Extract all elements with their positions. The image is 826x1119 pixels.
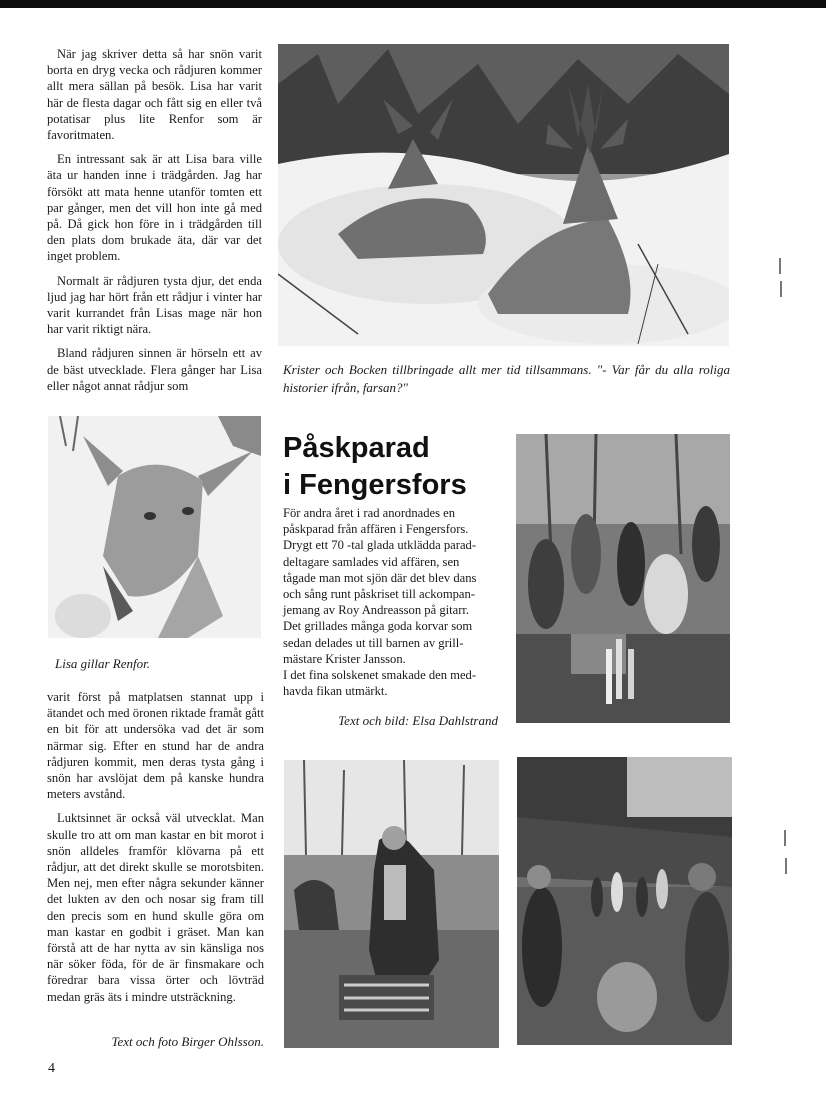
top-edge-bar	[0, 0, 826, 8]
article-line: I det fina solskenet smakade den med-	[283, 668, 477, 683]
paragraph: Normalt är rådjuren tysta djur, det enda ljud jag har hört från ett rådjur i vinter har varit kurrandet från Lisas mage när hon har varit riktigt nära.	[47, 273, 262, 337]
article-headline	[283, 430, 513, 504]
paragraph: När jag skriver detta så har snön varit borta en dryg vecka och rådjuren kommer allt mera sällan på besök. Lisa har varit här de flesta dagar och fått sig en eller två potatisar plus lite Renfor som är favoritmaten.	[47, 47, 262, 143]
paragraph: En intressant sak är att Lisa bara ville äta ur handen inne i trädgården. Jag har försökt att mata henne utanför tomten ett par gånger, men det vill hon inte gå med på. Då gick hon före in i trädgården till den plats dom brukade äta, där var det inget problem.	[47, 152, 262, 264]
edge-mark	[779, 258, 781, 274]
page-number: 4	[48, 1061, 55, 1076]
article-line: påskparad från affären i Fengersfors.	[283, 522, 469, 537]
article-line: Drygt ett 70 -tal glada utklädda parad-	[283, 538, 477, 553]
article-line: jemang av Roy Andreasson på gitarr.	[283, 603, 470, 618]
article-line: tågade man mot sjön där det blev dans	[283, 570, 477, 585]
article-body	[283, 505, 498, 699]
headline-line: Påskparad	[283, 432, 430, 464]
parade-picnic-photo	[516, 434, 730, 723]
deer-in-snow-photo	[278, 44, 729, 346]
article-line: sedan delades ut till barnen av grill-	[283, 635, 464, 650]
paragraph: Bland rådjuren sinnen är hörseln ett av de bäst utvecklade. Flera gånger har Lisa eller något annat rådjur som	[47, 346, 262, 393]
article-line: För andra året i rad anordnades en	[283, 506, 456, 520]
paragraph: Luktsinnet är också väl utvecklat. Man skulle tro att om man kastar en bit morot i snön alldeles framför klövarna på ett rådjur, att det direkt skulle se morotsbiten. Men nej, men efter några sekunder känner det lukten av den och nosar sig fram till den precis som en hund skulle göra om man kastar en godbit i gräset. Man kan förstå att de har nytta av sin känsliga nos när söker föda, för de är finsmakare och föredrar bara vissa örter och lövträd medan gräs äts i mindre utsträckning.	[47, 811, 264, 1004]
article-line: havda fikan utmärkt.	[283, 684, 388, 699]
grilling-photo	[284, 760, 499, 1048]
article-line: Det grillades många goda korvar som	[283, 619, 473, 634]
left-column-bottom-text	[47, 689, 264, 1013]
edge-mark	[780, 281, 782, 297]
deer-photo-caption: Krister och Bocken tillbringade allt mer tid tillsammans. "- Var får du alla roliga historier ifrån, farsan?"	[283, 362, 730, 395]
article-line: deltagare samlades vid affären, sen	[283, 554, 460, 569]
article-credit: Text och bild: Elsa Dahlstrand	[338, 713, 498, 728]
edge-mark	[785, 858, 787, 874]
lisa-deer-photo	[48, 416, 261, 638]
left-column-top-text	[47, 46, 262, 402]
article-line: mästare Krister Jansson.	[283, 651, 406, 666]
lisa-caption: Lisa gillar Renfor.	[55, 656, 150, 671]
left-credit: Text och foto Birger Ohlsson.	[111, 1034, 264, 1049]
edge-mark	[784, 830, 786, 846]
headline-line: i Fengersfors	[283, 469, 467, 501]
article-line: och sång runt påskriset till ackompan-	[283, 587, 476, 602]
dancing-photo	[517, 757, 732, 1045]
paragraph: varit först på matplatsen stannat upp i ätandet och med öronen riktade framåt gått en bit för att undersöka vad det är som närmar sig. Efter en stund har de andra rådjuren kommit, men deras tysta gång i snön har avslöjat dem på kanske hundra meters avstånd.	[47, 690, 264, 802]
